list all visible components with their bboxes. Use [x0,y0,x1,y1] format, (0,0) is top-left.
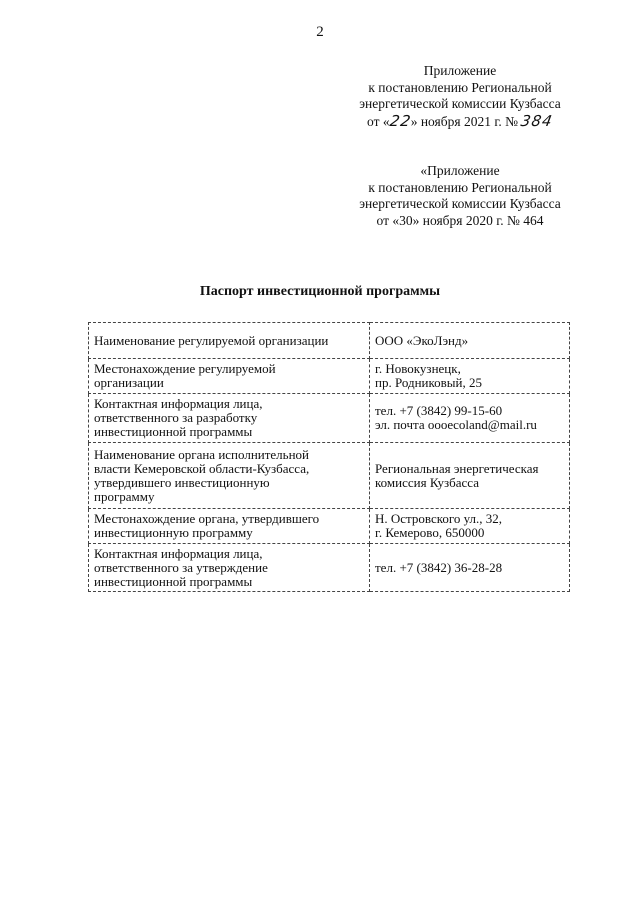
table-row [89,323,570,359]
row-value-cell [370,359,570,394]
appendix-current-date [330,113,590,131]
row-label-cell [89,394,370,443]
appendix-current-line1: Приложение [423,63,497,78]
label-line: инвестиционной программы [94,573,253,589]
value-line: ООО «ЭкоЛэнд» [375,332,469,348]
label-line: Наименование органа исполнительной [94,446,310,462]
appendix-current-line2: к постановлению Региональной [368,79,552,95]
appendix-previous-line4: от «30» ноября 2020 г. № 464 [376,212,544,228]
label-line: Наименование регулируемой организации [94,332,329,348]
label-line: утвердившего инвестиционную [94,474,270,490]
row-label-cell [89,544,370,592]
row-value-cell [370,544,570,592]
label-line: ответственного за утверждение [94,559,268,575]
label-line: ответственного за разработку [94,410,258,425]
page-number: 2 [316,24,324,40]
value-line: г. Новокузнецк, [375,361,461,376]
value-line: эл. почта oooecoland@mail.ru [375,417,537,432]
row-value-cell [370,443,570,509]
value-line: комиссия Кузбасса [375,474,479,490]
row-value-cell [370,323,570,359]
label-line: инвестиционной программы [94,424,253,439]
row-label-cell [89,509,370,544]
passport-table [88,322,570,592]
value-line: тел. +7 (3842) 36-28-28 [375,559,503,575]
label-line: организации [94,375,164,390]
appendix-current-block [330,63,590,130]
value-line: Региональная энергетическая [375,460,539,476]
label-line: Местонахождение регулируемой [94,361,276,376]
appendix-current-line3: энергетической комиссии Кузбасса [359,96,561,111]
value-line: пр. Родниковый, 25 [375,375,483,390]
table-row [89,394,570,443]
date-prefix: от « [367,113,390,129]
row-label-cell [89,323,370,359]
row-label-cell [89,359,370,394]
table-row [89,359,570,394]
label-line: Контактная информация лица, [94,396,263,411]
label-line: программу [94,488,155,504]
label-line: власти Кемеровской области-Кузбасса, [94,460,310,476]
handwritten-number: 384 [519,111,555,130]
appendix-previous-line2: к постановлению Региональной [368,179,552,195]
row-label-cell [89,443,370,509]
label-line: Местонахождение органа, утвердившего [94,511,320,526]
appendix-previous-block [330,163,590,229]
appendix-previous-line3: энергетической комиссии Кузбасса [359,196,561,211]
value-line: тел. +7 (3842) 99-15-60 [375,403,503,418]
value-line: г. Кемерово, 650000 [375,525,485,540]
document-title: Паспорт инвестиционной программы [199,284,441,299]
table-row [89,509,570,544]
value-line: Н. Островского ул., 32, [375,511,503,526]
date-middle: » ноября 2021 г. № [410,113,518,129]
label-line: инвестиционную программу [94,525,253,540]
table-row [89,544,570,592]
handwritten-day: 22 [388,111,413,130]
table-row [89,443,570,509]
row-value-cell [370,509,570,544]
label-line: Контактная информация лица, [94,545,263,561]
appendix-previous-line1: «Приложение [420,163,500,178]
row-value-cell [370,394,570,443]
